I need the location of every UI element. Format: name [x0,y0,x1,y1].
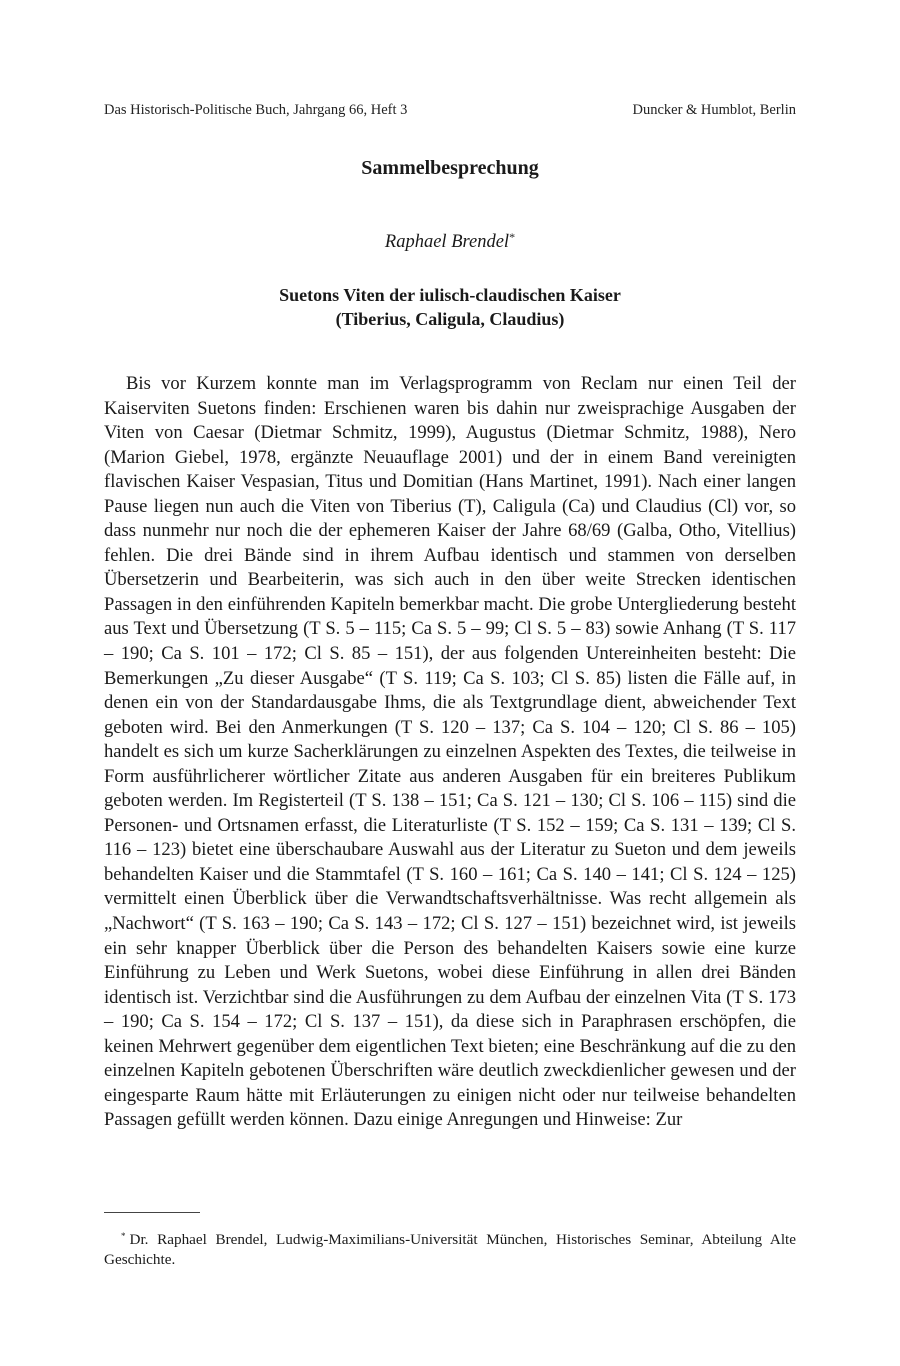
body-paragraph: Bis vor Kurzem konnte man im Verlagsprogramm von Reclam nur einen Teil der Kaiserviten Suetons finden: Erschienen waren bis dahin nur zweisprachige Ausgaben der Viten von Caesar (Dietmar Schmitz, 1999), Augustus (Dietmar Schmitz, 1988), Nero (Marion Giebel, 1978, ergänzte Neuauflage 2001) und der in einem Band vereinigten flavischen Kaiser Vespasian, Titus und Domitian (Hans Martinet, 1991). Nach einer langen Pause liegen nun auch die Viten von Tiberius (T), Caligula (Ca) und Claudius (Cl) vor, so dass nunmehr nur noch die der ephemeren Kaiser der Jahre 68/69 (Galba, Otho, Vitellius) fehlen. Die drei Bände sind in ihrem Aufbau identisch und stammen von derselben Übersetzerin und Bearbeiterin, was sich auch in den über weite Strecken identischen Passagen in den einführenden Kapiteln bemerkbar macht. Die grobe Untergliederung besteht aus Text und Übersetzung (T S. 5 – 115; Ca S. 5 – 99; Cl S. 5 – 83) sowie Anhang (T S. 117 – 190; Ca S. 101 – 172; Cl S. 85 – 151), der aus folgenden Untereinheiten besteht: Die Bemerkungen „Zu dieser Ausgabe“ (T S. 119; Ca S. 103; Cl S. 85) listen die Fälle auf, in denen ein von der Standardausgabe Ihms, die als Textgrundlage dient, abweichender Text geboten wird. Bei den Anmerkungen (T S. 120 – 137; Ca S. 104 – 120; Cl S. 86 – 105) handelt es sich um kurze Sacherklärungen zu einzelnen Aspekten des Textes, die teilweise in Form ausführlicherer wörtlicher Zitate aus anderen Ausgaben für ein breiteres Publikum geboten werden. Im Registerteil (T S. 138 – 151; Ca S. 121 – 130; Cl S. 106 – 115) sind die Personen- und Ortsnamen erfasst, die Literaturliste (T S. 152 – 159; Ca S. 131 – 139; Cl S. 116 – 123) bietet eine überschaubare Auswahl aus der Literatur zu Sueton und dem jeweils behandelten Kaiser und die Stammtafel (T S. 160 – 161; Ca S. 140 – 141; Cl S. 124 – 125) vermittelt einen Überblick über die Verwandtschaftsverhältnisse. Was recht allgemein als „Nachwort“ (T S. 163 – 190; Ca S. 143 – 172; Cl S. 127 – 151) bezeichnet wird, ist jeweils ein sehr knapper Überblick über die Person des behandelten Kaisers sowie eine kurze Einführung zu Leben und Werk Suetons, wobei diese Einführung in allen drei Bänden identisch ist. Verzichtbar sind die Ausführungen zu dem Aufbau der einzelnen Vita (T S. 173 – 190; Ca S. 154 – 172; Cl S. 137 – 151), da diese sich in Paraphrasen erschöpfen, die keinen Mehrwert gegenüber dem eigentlichen Text bieten; eine Beschränkung auf die zu den einzelnen Kapiteln gebotenen Überschriften wäre deutlich zweckdienlicher gewesen und der eingesparte Raum hätte mit Erläuterungen zu einigen nicht oder nur teilweise behandelten Passagen gefüllt werden können. Dazu einige Anregungen und Hinweise: Zur [104,373,796,1131]
article-title-line-2: (Tiberius, Caligula, Claudius) [335,309,565,329]
footnote-text: Dr. Raphael Brendel, Ludwig-Maximilians-Universität München, Historisches Seminar, Abteilung Alte Geschichte. [104,1231,796,1268]
article-title [0,283,900,331]
section-title: Sammelbesprechung [361,157,539,179]
footnote-divider [104,1212,200,1213]
footnote-symbol: * [121,1231,126,1241]
author-name: Raphael Brendel [384,232,510,252]
publisher: Duncker & Humblot, Berlin [632,102,796,118]
footnote [104,1226,796,1270]
running-head [104,101,796,119]
footnote-marker: * [509,230,516,244]
author-line [0,225,900,254]
journal-citation: Das Historisch-Politische Buch, Jahrgang 66, Heft 3 [104,102,408,118]
article-title-line-1: Suetons Viten der iulisch-claudischen Kaiser [279,285,621,305]
